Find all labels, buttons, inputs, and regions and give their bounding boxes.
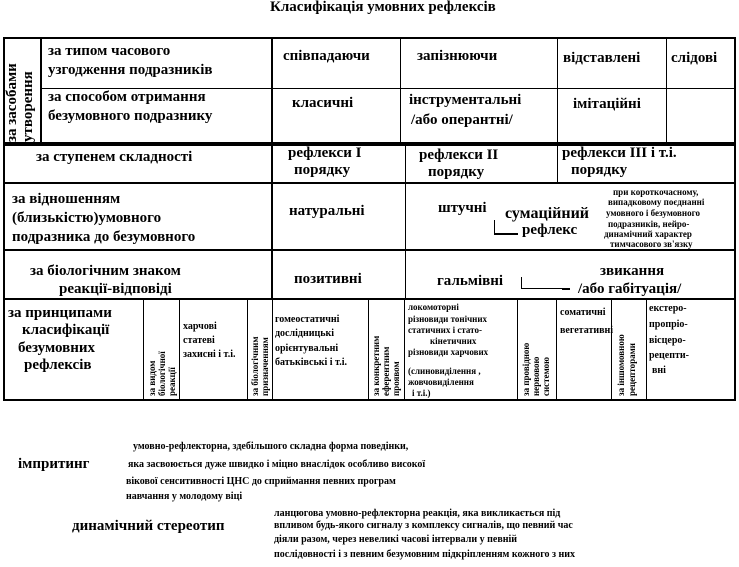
- cell-positive: позитивні: [294, 271, 362, 287]
- sub-criterion-purpose-1: за біологічним: [250, 336, 260, 396]
- criterion-sign-line2: реакції-відповіді: [59, 281, 172, 297]
- cell-artificial: штучні: [438, 200, 487, 216]
- imprinting-def-3: вікової сенситивності ЦНС до сприймання певних програм: [126, 476, 396, 487]
- criterion-relation-line3: подразника до безумовного: [12, 229, 196, 245]
- table-border-right: [734, 37, 736, 401]
- group-label-line1: за засобами: [4, 63, 20, 142]
- sub-criterion-receptors-1: за іншомовною: [616, 334, 626, 396]
- sub-criterion-purpose-2: призначенням: [260, 337, 270, 396]
- col-divider: [517, 299, 518, 400]
- cell-order1-b: порядку: [294, 162, 351, 178]
- row-divider: [3, 298, 736, 300]
- imprinting-def-1: умовно-рефлекторна, здебільшого складна форма поведінки,: [133, 441, 409, 452]
- connector-dash: [562, 288, 570, 290]
- cell-delayed: запізнюючи: [417, 48, 498, 64]
- col-divider: [405, 144, 406, 183]
- col-divider: [143, 299, 144, 400]
- cell-order3-b: порядку: [571, 162, 628, 178]
- col-divider: [271, 37, 273, 299]
- term-imprinting: імпритинг: [18, 456, 90, 472]
- stereotype-def-1: ланцюгова умовно-рефлекторна реакція, яка викликається під: [274, 508, 561, 519]
- col-divider: [405, 183, 406, 299]
- cell-operant: /або оперантні/: [411, 112, 513, 128]
- connector-line: [521, 288, 566, 289]
- group-label-line2: утворення: [20, 71, 36, 142]
- cell-habituation-b: /або габітуація/: [578, 281, 682, 297]
- cell-reflex: рефлекс: [522, 222, 578, 238]
- criterion-unconditioned-line4: рефлексів: [24, 357, 92, 373]
- values-homeostatic: гомеостатичні: [275, 314, 340, 325]
- sub-criterion-receptors-2: рецепторами: [627, 343, 637, 396]
- page-title: Класифікація умовних рефлексів: [270, 0, 496, 15]
- col-divider: [611, 299, 612, 400]
- table-border-top: [3, 37, 736, 39]
- values-locomotor-5: різновиди харчових: [408, 347, 489, 357]
- cell-order3-a: рефлекси ІІІ і т.і.: [562, 145, 677, 161]
- values-locomotor-1: локомоторні: [408, 302, 459, 312]
- term-dynamic-stereotype: динамічний стереотип: [72, 518, 225, 534]
- stereotype-def-3: діяли разом, через невеликі часові інтервали у певній: [274, 534, 518, 545]
- note-summation-1: при короткочасному,: [613, 187, 699, 197]
- values-vegetative: вегетативні: [560, 325, 614, 336]
- cell-deferred: відставлені: [563, 50, 641, 66]
- cell-classical: класичні: [292, 95, 354, 111]
- col-divider: [646, 299, 647, 400]
- col-divider: [400, 37, 401, 144]
- sub-criterion-efferent-2: еферентним: [381, 346, 391, 396]
- criterion-time-line1: за типом часового: [48, 43, 171, 59]
- values-proprio: пропріо-: [649, 319, 688, 330]
- col-divider: [404, 299, 405, 400]
- values-locomotor-8: і т.і.): [412, 388, 431, 398]
- col-divider: [179, 299, 180, 400]
- cell-order1-a: рефлекси І: [288, 145, 362, 161]
- sub-criterion-efferent-1: за конкретним: [371, 335, 381, 396]
- col-divider: [368, 299, 369, 400]
- imprinting-def-4: навчання у молодому віці: [126, 491, 243, 502]
- sub-criterion-reaction-2: біологічної: [157, 351, 167, 396]
- values-viscero: вісцеро-: [649, 335, 686, 346]
- criterion-unconditioned-line3: безумовних: [18, 340, 96, 356]
- connector-line: [494, 220, 495, 234]
- cell-habituation-a: звикання: [600, 263, 665, 279]
- cell-inhibitory: гальмівні: [437, 273, 504, 289]
- note-summation-2: випадковому поєднанні: [608, 197, 705, 207]
- cell-imitation: імітаційні: [573, 96, 641, 112]
- col-divider: [556, 299, 557, 400]
- imprinting-def-2: яка засвоюється дуже швидко і міцно внаслідок особливо високої: [128, 459, 426, 470]
- sub-criterion-efferent-3: проявом: [391, 361, 401, 396]
- cell-order2-b: порядку: [428, 164, 485, 180]
- col-divider: [40, 37, 42, 144]
- table-border-bottom: [3, 399, 736, 401]
- criterion-time-line2: узгодження подразників: [48, 62, 213, 78]
- criterion-sign-line1: за біологічним знаком: [30, 263, 181, 279]
- sub-criterion-reaction-1: за видом: [147, 360, 157, 396]
- col-divider: [557, 144, 558, 183]
- values-locomotor-7: жовчовиділення: [408, 377, 474, 387]
- criterion-method-line1: за способом отримання: [48, 89, 206, 105]
- cell-instrumental: інструментальні: [409, 92, 522, 108]
- note-summation-3: умовного і безумовного: [606, 208, 700, 218]
- criterion-unconditioned-line2: класифікації: [22, 322, 110, 338]
- cell-trace: слідові: [671, 50, 718, 66]
- values-orienting: орієнтувальні: [275, 343, 339, 354]
- note-summation-6: тимчасового зв'язку: [610, 239, 693, 249]
- row-divider: [3, 182, 736, 184]
- col-divider: [666, 37, 667, 144]
- row-divider: [3, 249, 736, 251]
- cell-coinciding: співпадаючи: [283, 48, 370, 64]
- col-divider: [272, 299, 273, 400]
- col-divider: [557, 37, 558, 144]
- cell-order2-a: рефлекси ІІ: [419, 147, 499, 163]
- values-food: харчові: [183, 321, 217, 332]
- cell-natural: натуральні: [289, 203, 365, 219]
- values-extero: екстеро-: [649, 303, 687, 314]
- values-exploratory: дослідницькі: [275, 328, 335, 339]
- stereotype-def-4: послідовності і з певним безумовним підкріпленням кожного з них: [274, 549, 576, 560]
- criterion-complexity: за ступенем складності: [36, 149, 193, 165]
- values-somatic: соматичні: [560, 307, 606, 318]
- note-summation-5: динамічний характер: [604, 229, 692, 239]
- note-summation-4: подразників, нейро-: [608, 219, 690, 229]
- sub-criterion-nervous-3: системою: [541, 357, 551, 396]
- criterion-relation-line2: (близькістю)умовного: [12, 210, 162, 226]
- values-defensive: захисні і т.і.: [183, 349, 236, 360]
- values-receptive: рецепти-: [649, 350, 689, 361]
- col-divider: [247, 299, 248, 400]
- values-locomotor-4: кінетичних: [430, 336, 477, 346]
- values-locomotor-6: (слиновиділення ,: [408, 366, 481, 376]
- values-receptive-end: вні: [652, 365, 666, 376]
- cell-summation: сумаційний: [505, 205, 590, 222]
- values-parental: батьківські і т.і.: [275, 357, 347, 368]
- connector-line: [494, 233, 518, 235]
- stereotype-def-2: впливом будь-якого сигналу з комплексу сигналів, що певний час: [274, 520, 573, 531]
- sub-criterion-nervous-1: за провідною: [521, 342, 531, 396]
- criterion-unconditioned-line1: за принципами: [8, 305, 112, 321]
- sub-criterion-reaction-3: реакції: [167, 367, 177, 396]
- values-sexual: статеві: [183, 335, 215, 346]
- values-locomotor-2: різновиди тонічних: [408, 314, 488, 324]
- criterion-relation-line1: за відношенням: [12, 191, 121, 207]
- values-locomotor-3: статичних і стато-: [408, 325, 482, 335]
- criterion-method-line2: безумовного подразнику: [48, 108, 213, 124]
- sub-criterion-nervous-2: нервовою: [531, 356, 541, 396]
